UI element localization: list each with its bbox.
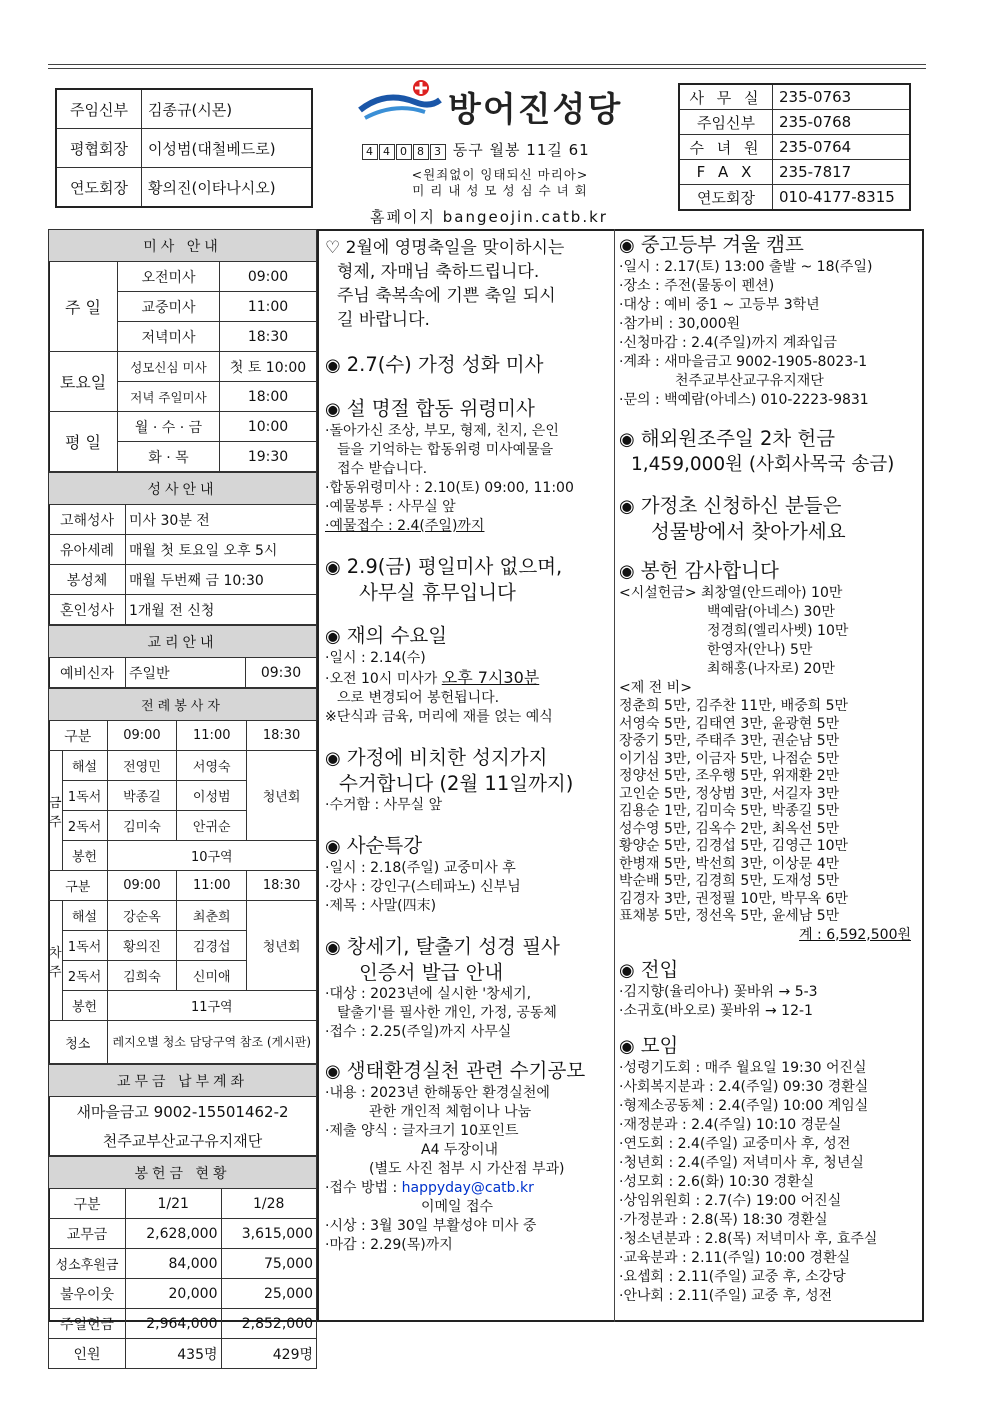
notice-title xyxy=(325,396,610,422)
offering-table xyxy=(48,1156,317,1369)
sacrament-value: 매월 첫 토요일 오후 5시 xyxy=(126,535,317,565)
offering-value: 2,852,000 xyxy=(221,1309,317,1339)
sacrament-name: 유아세례 xyxy=(49,535,126,565)
donor-line: 김용순 1만, 김미숙 5만, 박종길 5만 xyxy=(619,803,840,819)
zip-digit: 4 xyxy=(379,144,395,160)
notice-line: ·대상 : 2023년에 실시한 '창세기, xyxy=(325,986,532,1002)
server: 11구역 xyxy=(107,991,316,1021)
contact-value: 235-0763 xyxy=(773,84,911,110)
notice-title-text: 창세기, 탈출기 성경 필사 xyxy=(346,935,560,958)
row-group: 토요일 xyxy=(49,352,118,412)
offering-label: 교무금 xyxy=(49,1219,126,1249)
donor-line: 한병재 5만, 박선희 3만, 이상문 4만 xyxy=(619,855,840,872)
notice-title-text: 사순특강 xyxy=(346,834,423,857)
section-title: 성사안내 xyxy=(49,473,317,505)
notice-title xyxy=(619,232,919,258)
meeting-line: ·형제소공동체 : 2.4(주일) 10:00 계임실 xyxy=(619,1097,869,1114)
top-rule xyxy=(48,64,926,65)
meeting-line: ·가정분과 : 2.8(목) 18:30 경환실 xyxy=(619,1211,828,1228)
motto xyxy=(380,167,620,199)
notice-line: ·소귀호(바오로) 꽃바위 → 12-1 xyxy=(619,1002,813,1019)
sacrament-value: 1개월 전 신청 xyxy=(126,595,317,625)
server: 김미숙 xyxy=(107,811,177,841)
notice-line: ·문의 : 백예람(아네스) 010-2223-9831 xyxy=(619,392,869,408)
offering-value: 20,000 xyxy=(126,1279,222,1309)
notice-line: 관한 개인적 체험이나 나눔 xyxy=(369,1104,532,1120)
sacrament-value: 매월 두번째 금 10:30 xyxy=(126,565,317,595)
notice-title xyxy=(619,1033,919,1059)
meeting-line: ·사회복지분과 : 2.4(주일) 09:30 경환실 xyxy=(619,1078,869,1095)
circled-bullet-icon: ◉ xyxy=(325,1061,341,1082)
circled-bullet-icon: ◉ xyxy=(619,959,635,981)
offering-value: 2,628,000 xyxy=(126,1219,222,1249)
right-column xyxy=(619,232,919,1306)
notice-title-text: 봉헌 감사합니다 xyxy=(640,559,779,582)
contact-value: 010-4177-8315 xyxy=(773,185,911,211)
notice-title-text: 1,459,000원 (사회사목국 송금) xyxy=(631,454,895,475)
meeting-line: ·성령기도회 : 매주 월요일 19:30 어진실 xyxy=(619,1059,867,1076)
sacrament-name: 고해성사 xyxy=(49,505,126,535)
offering-label: 불우이웃 xyxy=(49,1279,126,1309)
col-head: 구분 xyxy=(49,1189,126,1219)
notice-title xyxy=(619,957,919,983)
zip-digit: 3 xyxy=(430,144,446,160)
col-head: 09:00 xyxy=(107,871,177,901)
notice-title xyxy=(325,554,610,580)
left-column xyxy=(48,229,317,1369)
row-group: 주 일 xyxy=(49,262,118,352)
motto-line: 미 리 내 성 모 성 심 수 녀 회 xyxy=(412,183,588,198)
notice-line: 들을 기억하는 합동위령 미사예물을 xyxy=(337,442,554,458)
notice-line: ·김지향(율리아나) 꽃바위 → 5-3 xyxy=(619,983,818,1000)
notice-line: 접수 받습니다. xyxy=(337,461,428,477)
doctrine-table xyxy=(48,625,317,688)
col-head: 구분 xyxy=(49,721,108,751)
section-title: 전례봉사자 xyxy=(49,689,317,721)
donor-subhead: <제 전 비> xyxy=(619,680,692,696)
offering-value: 3,615,000 xyxy=(221,1219,317,1249)
contact-value: 235-7817 xyxy=(773,160,911,185)
notice-title xyxy=(619,558,919,584)
middle-column xyxy=(325,236,610,1255)
section-title: 교리안내 xyxy=(49,626,317,658)
role: 봉헌 xyxy=(62,841,107,871)
notice-line: ·대상 : 예비 중1 ~ 고등부 3학년 xyxy=(619,297,820,313)
offering-value: 25,000 xyxy=(221,1279,317,1309)
notice-title-text: 중고등부 겨울 캠프 xyxy=(640,233,804,256)
notice-title-text: 가정에 비치한 성지가지 xyxy=(346,746,548,769)
server: 안귀순 xyxy=(177,811,247,841)
homepage-link[interactable]: 홈페이지 bangeojin.catb.kr xyxy=(370,208,608,226)
offering-value: 2,964,000 xyxy=(126,1309,222,1339)
meeting-line: ·재정분과 : 2.4(주일) 10:10 경문실 xyxy=(619,1116,842,1133)
zip-digit: 8 xyxy=(413,144,429,160)
clergy-info-table xyxy=(55,88,313,208)
notice-line: ·계좌 : 새마을금고 9002-1905-8023-1 xyxy=(619,354,868,370)
circled-bullet-icon: ◉ xyxy=(325,626,341,647)
notice-title-text: 인증서 발급 안내 xyxy=(359,961,504,984)
donor-line: <시설헌금> 최창열(안드레아) 10만 xyxy=(619,585,843,601)
clean-value: 레지오별 청소 담당구역 참조 (게시판) xyxy=(107,1021,316,1064)
mass-table xyxy=(48,229,317,472)
meeting-line: ·청년회 : 2.4(주일) 저녁미사 후, 청년실 xyxy=(619,1154,864,1171)
mass-time: 19:30 xyxy=(220,442,317,472)
notice-title-text: 수거합니다 (2월 11일까지) xyxy=(339,772,574,795)
mass-name: 화 · 목 xyxy=(118,442,220,472)
server: 박종길 xyxy=(107,781,177,811)
server: 김경섭 xyxy=(177,931,247,961)
donor-line: 성수영 5만, 김옥수 2만, 최옥선 5만 xyxy=(619,820,840,837)
notice-line: A4 두장이내 xyxy=(421,1142,499,1158)
mass-time: 첫 토 10:00 xyxy=(220,352,317,382)
circled-bullet-icon: ◉ xyxy=(325,557,341,578)
label: 평협회장 xyxy=(56,129,142,168)
notice-title-text: 재의 수요일 xyxy=(346,624,448,647)
server: 서영숙 xyxy=(177,751,247,781)
circled-bullet-icon: ◉ xyxy=(619,429,635,450)
top-rule-2 xyxy=(48,68,926,69)
offering-label: 성소후원금 xyxy=(49,1249,126,1279)
email-link[interactable]: happyday@catb.kr xyxy=(401,1180,534,1196)
notice-line xyxy=(325,668,610,689)
donor-line: 한영자(안나) 5만 xyxy=(707,642,813,658)
notice-line: 으로 변경되어 봉헌됩니다. xyxy=(337,690,500,706)
offering-value: 429명 xyxy=(221,1339,317,1369)
donor-line: 김경자 3만, 권정필 10만, 박무옥 6만 xyxy=(619,890,849,907)
week-label: 차주 xyxy=(49,901,63,1021)
notice-title-text: 설 명절 합동 위령미사 xyxy=(346,397,535,420)
doctrine-name: 예비신자 xyxy=(49,658,126,688)
section-title: 미사 안내 xyxy=(49,230,317,262)
notice-line: 천주교부산교구유지재단 xyxy=(675,373,824,389)
notice-line: ·예물봉투 : 사무실 앞 xyxy=(325,499,456,515)
church-name: 방어진성당 xyxy=(448,90,623,130)
circled-bullet-icon: ◉ xyxy=(325,748,341,769)
server: 신미애 xyxy=(177,961,247,991)
column-divider xyxy=(614,229,615,1322)
mass-name: 오전미사 xyxy=(118,262,220,292)
section-title: 봉헌금 현황 xyxy=(49,1157,317,1189)
donor-line: 표채봉 5만, 정선옥 5만, 윤세남 5만 xyxy=(619,908,840,924)
col-head: 1/21 xyxy=(126,1189,222,1219)
meeting-line: ·성모회 : 2.6(화) 10:30 경환실 xyxy=(619,1173,815,1190)
donor-line: 박순배 5만, 김경희 5만, 도재성 5만 xyxy=(619,873,840,889)
offering-value: 84,000 xyxy=(126,1249,222,1279)
notice-title-text: 성물방에서 찾아가세요 xyxy=(651,520,846,543)
notice-line: ※단식과 금육, 머리에 재를 얹는 예식 xyxy=(325,709,553,725)
notice-line: ·일시 : 2.17(토) 13:00 출발 ~ 18(주일) xyxy=(619,259,873,275)
donor-line: 서영숙 5만, 김태연 3만, 윤광현 5만 xyxy=(619,715,840,732)
col-head: 구분 xyxy=(49,871,108,901)
offering-value: 435명 xyxy=(126,1339,222,1369)
notice-line: ·장소 : 주전(물동이 펜션) xyxy=(619,278,775,294)
donor-line: 백예람(아네스) 30만 xyxy=(707,604,835,620)
notice-text: ·오전 10시 미사가 xyxy=(325,671,442,687)
server: 김희숙 xyxy=(107,961,177,991)
donor-line: 정양선 5만, 조우행 5만, 위재환 2만 xyxy=(619,768,840,784)
meeting-line: ·교육분과 : 2.11(주일) 10:00 경환실 xyxy=(619,1249,851,1266)
notice-title xyxy=(325,833,610,859)
circled-bullet-icon: ◉ xyxy=(619,496,635,517)
notice-title xyxy=(325,1058,610,1084)
circled-bullet-icon: ◉ xyxy=(325,355,341,376)
server: 전영민 xyxy=(107,751,177,781)
contact-label: 수 녀 원 xyxy=(679,135,773,160)
mass-name: 저녁미사 xyxy=(118,322,220,352)
doctrine-value: 주일반 xyxy=(126,658,246,688)
col-head: 18:30 xyxy=(247,721,317,751)
meeting-line: ·연도회 : 2.4(주일) 교중미사 후, 성전 xyxy=(619,1135,851,1152)
account-line: 새마을금고 9002-15501462-2 xyxy=(49,1097,317,1127)
notice-title xyxy=(325,745,610,771)
role: 해설 xyxy=(62,751,107,781)
notice-line: ·합동위령미사 : 2.10(토) 09:00, 11:00 xyxy=(325,480,574,496)
sacrament-table xyxy=(48,472,317,625)
notice-line: 이메일 접수 xyxy=(421,1199,494,1215)
value: 이성범(대철베드로) xyxy=(142,129,313,168)
notice-line: ·일시 : 2.18(주일) 교중미사 후 xyxy=(325,860,516,876)
address xyxy=(362,139,590,160)
mass-time: 10:00 xyxy=(220,412,317,442)
circled-bullet-icon: ◉ xyxy=(325,399,341,420)
servers-table xyxy=(48,688,317,1064)
week-label: 금주 xyxy=(49,751,63,871)
notice-title-text: 모임 xyxy=(640,1033,679,1057)
mass-time: 11:00 xyxy=(220,292,317,322)
address-text: 동구 월봉 11길 61 xyxy=(452,141,590,159)
greeting-line: 주님 축복속에 기쁜 축일 되시 xyxy=(337,286,556,306)
greeting-line: 형제, 자매님 축하드립니다. xyxy=(337,262,540,282)
label: 연도회장 xyxy=(56,168,142,208)
server: 10구역 xyxy=(107,841,316,871)
notice-title-text: 해외원조주일 2차 헌금 xyxy=(640,427,836,450)
meeting-line: ·안나회 : 2.11(주일) 교중 후, 성전 xyxy=(619,1287,833,1304)
notice-line: ·마감 : 2.29(목)까지 xyxy=(325,1237,453,1253)
notice-title xyxy=(619,493,919,519)
donor-line: 정춘희 5만, 김주찬 11만, 배중희 5만 xyxy=(619,698,849,714)
account-line: 천주교부산교구유지재단 xyxy=(49,1126,317,1156)
notice-line: (별도 사진 첨부 시 가산점 부과) xyxy=(369,1161,565,1177)
col-head: 11:00 xyxy=(177,721,247,751)
donor-line: 황양순 5만, 김경섭 5만, 김영근 10만 xyxy=(619,838,849,854)
youth-group: 청년회 xyxy=(247,751,317,841)
meeting-line: ·요셉회 : 2.11(주일) 교중 후, 소강당 xyxy=(619,1268,846,1285)
value: 황의진(이타나시오) xyxy=(142,168,313,208)
sacrament-name: 봉성체 xyxy=(49,565,126,595)
server: 강순옥 xyxy=(107,901,177,931)
clean-label: 청소 xyxy=(49,1021,108,1064)
meeting-line: ·청소년분과 : 2.8(목) 저녁미사 후, 효주실 xyxy=(619,1230,878,1247)
notice-title-text: 가정초 신청하신 분들은 xyxy=(640,494,842,517)
notice-line: 탈출기'를 필사한 개인, 가정, 공동체 xyxy=(337,1005,557,1021)
notice-title xyxy=(619,426,919,452)
notice-title xyxy=(325,623,610,649)
notice-title-text: 생태환경실천 관련 수기공모 xyxy=(346,1059,586,1082)
greeting-line: 길 바랍니다. xyxy=(337,310,430,330)
offering-label: 주일헌금 xyxy=(49,1309,126,1339)
notice-title-text: 사무실 휴무입니다 xyxy=(359,581,516,604)
notice-title-text: 전입 xyxy=(640,957,679,981)
circled-bullet-icon: ◉ xyxy=(619,235,635,256)
contact-label: F A X xyxy=(679,160,773,185)
notice-line: ·시상 : 3월 30일 부활성야 미사 중 xyxy=(325,1218,537,1234)
server: 이성범 xyxy=(177,781,247,811)
zip-digit: 0 xyxy=(396,144,412,160)
notice-line: ·강사 : 강인구(스테파노) 신부님 xyxy=(325,879,521,895)
offering-label: 인원 xyxy=(49,1339,126,1369)
notice-line: ·접수 : 2.25(주일)까지 사무실 xyxy=(325,1024,512,1040)
role: 1독서 xyxy=(62,781,107,811)
notice-title xyxy=(325,352,610,378)
role: 1독서 xyxy=(62,931,107,961)
motto-line: <원죄없이 잉태되신 마리아> xyxy=(411,167,589,182)
notice-line: ·일시 : 2.14(수) xyxy=(325,650,426,666)
column-divider xyxy=(317,229,319,1322)
mass-time: 18:00 xyxy=(220,382,317,412)
contact-label: 연도회장 xyxy=(679,185,773,211)
label: 주임신부 xyxy=(56,89,142,129)
notice-line: ·참가비 : 30,000원 xyxy=(619,316,741,332)
notice-line: ·돌아가신 조상, 부모, 형제, 친지, 은인 xyxy=(325,423,559,439)
doctrine-time: 09:30 xyxy=(246,658,317,688)
col-head: 1/28 xyxy=(221,1189,317,1219)
circled-bullet-icon: ◉ xyxy=(325,836,341,857)
col-head: 11:00 xyxy=(177,871,247,901)
role: 2독서 xyxy=(62,961,107,991)
server: 황의진 xyxy=(107,931,177,961)
row-group: 평 일 xyxy=(49,412,118,472)
sacrament-name: 혼인성사 xyxy=(49,595,126,625)
col-head: 09:00 xyxy=(107,721,177,751)
circled-bullet-icon: ◉ xyxy=(325,937,341,958)
role: 2독서 xyxy=(62,811,107,841)
notice-line: ·수거함 : 사무실 앞 xyxy=(325,797,443,813)
notice-title-text: 2.7(수) 가정 성화 미사 xyxy=(346,353,544,376)
offering-value: 75,000 xyxy=(221,1249,317,1279)
notice-emphasis: 오후 7시30분 xyxy=(441,668,540,687)
mass-name: 성모신심 미사 xyxy=(118,352,220,382)
donor-total: 계 : 6,592,500원 xyxy=(799,926,911,943)
greeting-line: ♡ 2월에 영명축일을 맞이하시는 xyxy=(325,238,565,258)
notice-line: ·예물접수 : 2.4(주일)까지 xyxy=(325,518,485,534)
contact-value: 235-0768 xyxy=(773,110,911,135)
notice-line: ·신청마감 : 2.4(주일)까지 계좌입금 xyxy=(619,335,837,351)
role: 봉헌 xyxy=(62,991,107,1021)
circled-bullet-icon: ◉ xyxy=(619,561,635,582)
col-head: 18:30 xyxy=(247,871,317,901)
notice-title xyxy=(325,934,610,960)
contact-label: 사 무 실 xyxy=(679,84,773,110)
donor-line: 최해홍(나자로) 20만 xyxy=(707,661,835,677)
sacrament-value: 미사 30분 전 xyxy=(126,505,317,535)
notice-title-text: 2.9(금) 평일미사 없으며, xyxy=(346,555,563,578)
notice-line: ·내용 : 2023년 한해동안 환경실천에 xyxy=(325,1085,550,1101)
value: 김종규(시몬) xyxy=(142,89,313,129)
notice-text: ·접수 방법 : xyxy=(325,1180,402,1196)
section-title: 교무금 납부계좌 xyxy=(49,1065,317,1097)
meeting-line: ·상임위원회 : 2.7(수) 19:00 어진실 xyxy=(619,1192,842,1209)
contact-table xyxy=(678,83,911,211)
mass-name: 월 · 수 · 금 xyxy=(118,412,220,442)
notice-line: ·제출 양식 : 글자크기 10포인트 xyxy=(325,1123,519,1139)
circled-bullet-icon: ◉ xyxy=(619,1035,635,1057)
zip-digit: 4 xyxy=(362,144,378,160)
mass-name: 저녁 주일미사 xyxy=(118,382,220,412)
notice-line: ·제목 : 사말(四末) xyxy=(325,898,437,914)
mass-name: 교중미사 xyxy=(118,292,220,322)
contact-label: 주임신부 xyxy=(679,110,773,135)
donor-line: 고인순 5만, 정상범 3만, 서길자 3만 xyxy=(619,785,840,802)
donor-line: 정경희(엘리사벳) 10만 xyxy=(707,623,849,639)
account-table xyxy=(48,1064,317,1156)
mass-time: 09:00 xyxy=(220,262,317,292)
server: 최춘희 xyxy=(177,901,247,931)
notice-line xyxy=(325,1179,610,1198)
youth-group: 청년회 xyxy=(247,901,317,991)
mass-time: 18:30 xyxy=(220,322,317,352)
contact-value: 235-0764 xyxy=(773,135,911,160)
role: 해설 xyxy=(62,901,107,931)
donor-list xyxy=(619,698,919,926)
donor-line: 이기심 3만, 이금자 5만, 나점순 5만 xyxy=(619,750,840,767)
donor-line: 장중기 5만, 주태주 3만, 권순남 5만 xyxy=(619,733,840,749)
